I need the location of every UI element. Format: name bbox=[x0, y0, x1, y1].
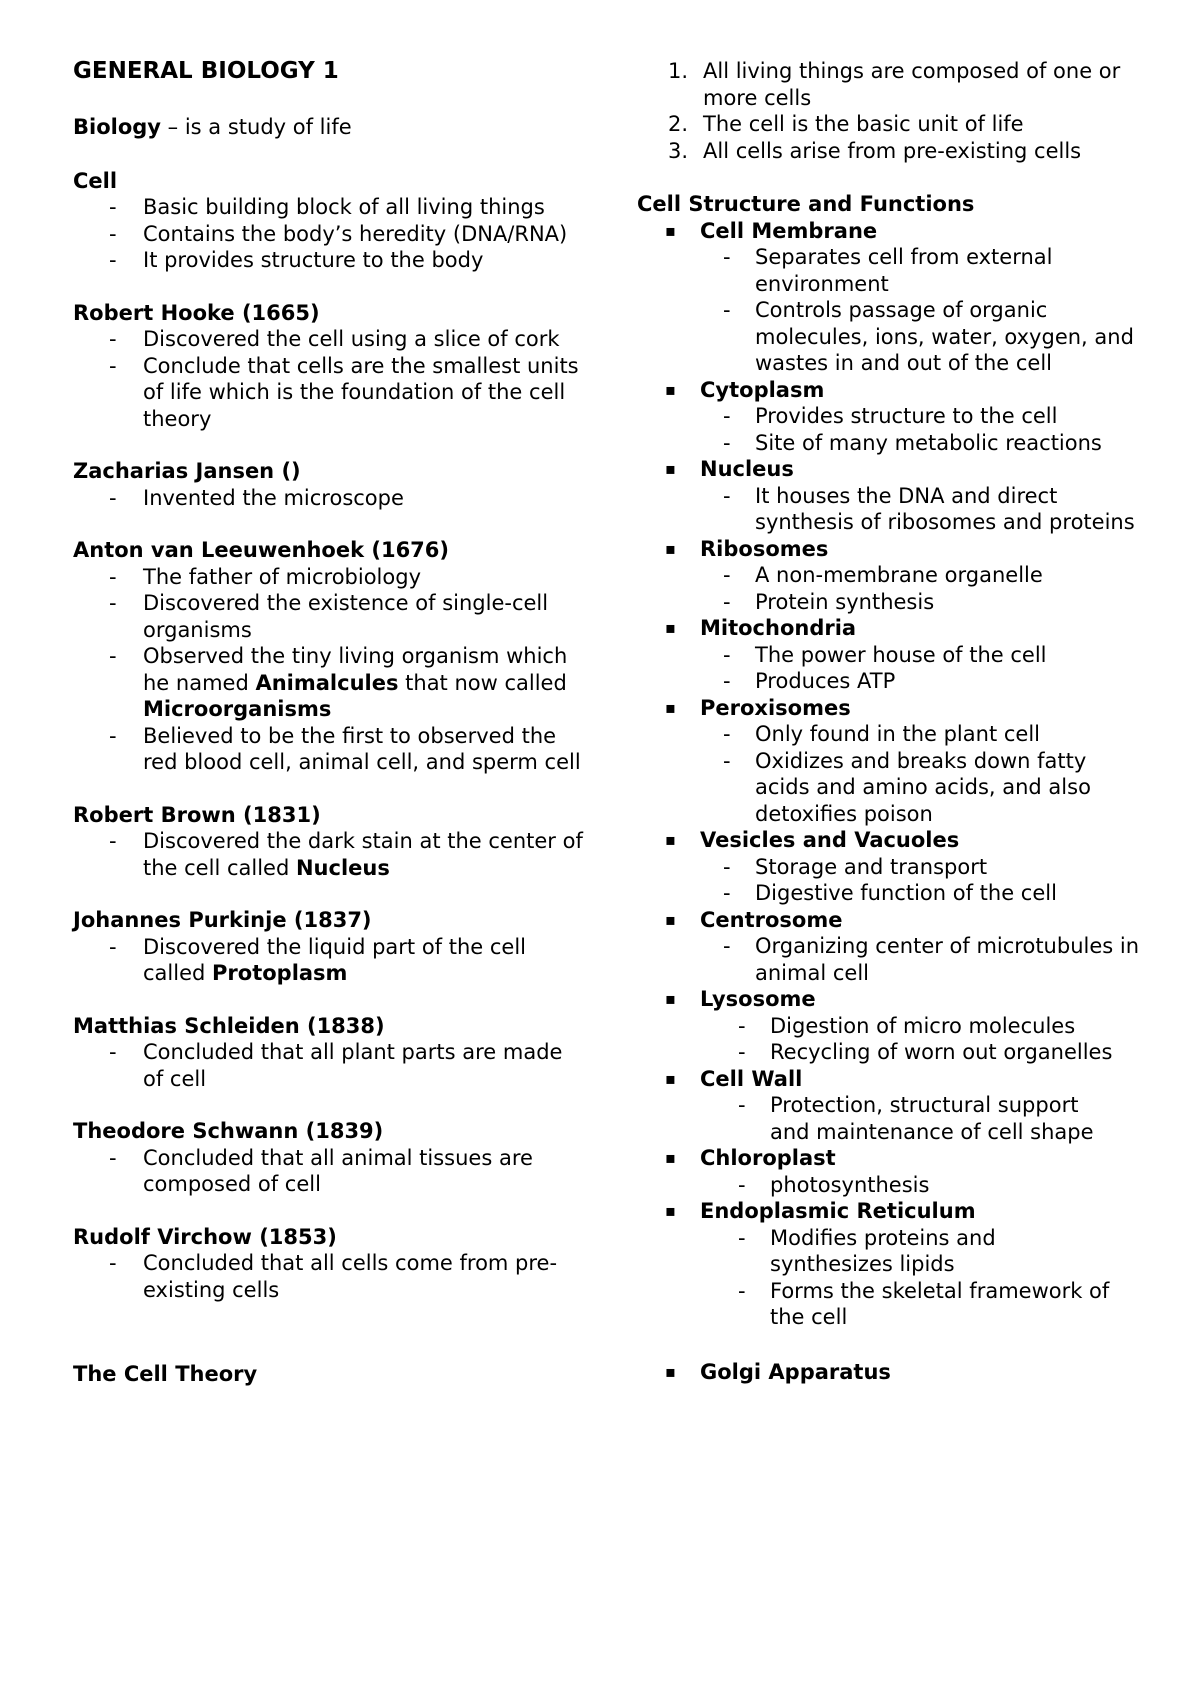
note-item bbox=[73, 564, 633, 591]
heading-the-cell-theory: The Cell Theory bbox=[73, 1362, 258, 1386]
note-text-bold: Protoplasm bbox=[212, 961, 348, 985]
note-item bbox=[637, 854, 1192, 881]
dash-marker: - bbox=[723, 722, 731, 746]
note-text: Protection, structural support and maintenance of cell shape bbox=[770, 1093, 1094, 1144]
anton-van-leeuwenhoek-points bbox=[73, 564, 633, 776]
organelle-name: Cell Wall bbox=[700, 1066, 803, 1091]
organelle-list bbox=[637, 218, 1192, 1386]
organelle-points bbox=[637, 721, 1192, 827]
left-column bbox=[73, 58, 633, 1388]
note-text: Concluded that all plant parts are made of cell bbox=[143, 1040, 563, 1091]
note-item bbox=[637, 1013, 1192, 1040]
note-item bbox=[637, 880, 1192, 907]
organelle-name: Mitochondria bbox=[700, 616, 857, 640]
note-text: Controls passage of organic molecules, ions, water, oxygen, and wastes in and out of the cell bbox=[755, 298, 1134, 375]
organelle-head bbox=[637, 1198, 1192, 1225]
dash-marker: - bbox=[723, 483, 731, 508]
heading-johannes-purkinje: Johannes Purkinje (1837) bbox=[73, 908, 372, 932]
heading-robert-brown: Robert Brown (1831) bbox=[73, 802, 321, 827]
note-item bbox=[637, 403, 1192, 430]
note-item bbox=[73, 1145, 633, 1198]
note-text: Contains the body’s heredity (DNA/RNA) bbox=[143, 221, 568, 246]
number-marker: 2. bbox=[668, 112, 689, 136]
section-robert-brown bbox=[73, 802, 633, 882]
heading-cell-structure-and-functions: Cell Structure and Functions bbox=[637, 192, 975, 216]
dash-marker: - bbox=[109, 829, 117, 853]
dash-marker: - bbox=[109, 1251, 117, 1275]
note-text: Provides structure to the cell bbox=[755, 404, 1058, 428]
note-text: Organizing center of microtubules in animal cell bbox=[755, 934, 1140, 985]
note-text: photosynthesis bbox=[770, 1172, 930, 1197]
robert-hooke-points bbox=[73, 326, 633, 432]
square-marker: ▪ bbox=[665, 220, 676, 240]
note-item bbox=[73, 643, 633, 723]
note-text: It provides structure to the body bbox=[143, 248, 484, 272]
matthias-schleiden-points bbox=[73, 1039, 633, 1092]
square-marker: ▪ bbox=[665, 459, 676, 478]
note-text: Discovered the existence of single-cell organisms bbox=[143, 591, 549, 642]
square-marker: ▪ bbox=[665, 1068, 676, 1088]
note-text bbox=[143, 934, 588, 987]
note-text: The power house of the cell bbox=[755, 642, 1047, 667]
dash-marker: - bbox=[723, 430, 731, 455]
dash-marker: - bbox=[109, 723, 117, 748]
dash-marker: - bbox=[723, 245, 731, 269]
organelle-cell-wall bbox=[637, 1066, 1192, 1146]
organelle-lysosome bbox=[637, 986, 1192, 1066]
note-text: Invented the microscope bbox=[143, 485, 404, 510]
square-marker: ▪ bbox=[665, 830, 676, 849]
dash-marker: - bbox=[109, 591, 117, 615]
organelle-points bbox=[637, 403, 1192, 456]
heading-anton-van-leeuwenhoek: Anton van Leeuwenhoek (1676) bbox=[73, 538, 450, 562]
dash-marker: - bbox=[723, 563, 731, 587]
number-marker: 1. bbox=[668, 59, 689, 83]
dash-marker: - bbox=[738, 1225, 746, 1250]
organelle-head bbox=[637, 1145, 1192, 1172]
square-marker: ▪ bbox=[665, 1361, 676, 1381]
square-marker: ▪ bbox=[665, 909, 676, 929]
cell-points bbox=[73, 194, 633, 274]
dash-marker: - bbox=[738, 1013, 746, 1038]
section-theodore-schwann bbox=[73, 1118, 633, 1198]
note-item bbox=[637, 933, 1192, 986]
note-item bbox=[73, 1039, 633, 1092]
organelle-cell-membrane bbox=[637, 218, 1192, 377]
numbered-item bbox=[637, 138, 1192, 165]
organelle-points bbox=[637, 642, 1192, 695]
note-item bbox=[73, 221, 633, 248]
organelle-name: Lysosome bbox=[700, 987, 816, 1011]
note-item bbox=[73, 934, 633, 987]
note-text: Modifies proteins and synthesizes lipids bbox=[770, 1225, 996, 1276]
note-text: Conclude that cells are the smallest units of life which is the foundation of the cell theory bbox=[143, 353, 579, 431]
organelle-points bbox=[637, 244, 1192, 377]
note-item bbox=[637, 483, 1192, 536]
heading-theodore-schwann: Theodore Schwann (1839) bbox=[73, 1119, 384, 1143]
dash-marker: - bbox=[109, 195, 117, 219]
organelle-head bbox=[637, 907, 1192, 934]
organelle-name: Nucleus bbox=[700, 457, 794, 481]
note-text: Discovered the cell using a slice of cork bbox=[143, 327, 560, 351]
number-marker: 3. bbox=[668, 138, 689, 163]
note-item bbox=[73, 1250, 633, 1303]
note-item bbox=[637, 1225, 1192, 1278]
dash-marker: - bbox=[723, 881, 731, 905]
theodore-schwann-points bbox=[73, 1145, 633, 1198]
note-text: Site of many metabolic reactions bbox=[755, 430, 1102, 455]
square-marker: ▪ bbox=[665, 989, 676, 1008]
right-column bbox=[637, 58, 1192, 1385]
numbered-item bbox=[637, 111, 1192, 138]
note-text: Forms the skeletal framework of the cell bbox=[770, 1278, 1110, 1329]
organelle-vesicles-and-vacuoles bbox=[637, 827, 1192, 907]
note-item bbox=[637, 721, 1192, 748]
dash-marker: - bbox=[723, 589, 731, 614]
section-matthias-schleiden bbox=[73, 1013, 633, 1093]
organelle-head bbox=[637, 615, 1192, 642]
organelle-head bbox=[637, 377, 1192, 404]
note-item bbox=[637, 1278, 1192, 1331]
square-marker: ▪ bbox=[665, 697, 676, 717]
note-text: A non-membrane organelle bbox=[755, 563, 1043, 587]
note-text-part: Discovered the dark stain at the center of the cell called bbox=[143, 829, 583, 880]
note-item bbox=[73, 194, 633, 221]
square-marker: ▪ bbox=[665, 538, 676, 558]
note-item bbox=[637, 244, 1192, 297]
note-item bbox=[73, 326, 633, 353]
organelle-points bbox=[637, 854, 1192, 907]
rudolf-virchow-points bbox=[73, 1250, 633, 1303]
note-text: It houses the DNA and direct synthesis of ribosomes and proteins bbox=[755, 483, 1135, 534]
note-text: Concluded that all animal tissues are composed of cell bbox=[143, 1145, 533, 1196]
dash-marker: - bbox=[723, 642, 731, 667]
dash-marker: - bbox=[109, 1040, 117, 1064]
organelle-points bbox=[637, 1172, 1192, 1199]
note-text: Basic building block of all living things bbox=[143, 195, 545, 219]
note-text-part: Observed the tiny living organism which he named bbox=[143, 644, 568, 695]
note-item bbox=[637, 642, 1192, 669]
organelle-points bbox=[637, 483, 1192, 536]
dash-marker: - bbox=[109, 221, 117, 246]
organelle-head bbox=[637, 1359, 1192, 1386]
dash-marker: - bbox=[738, 1278, 746, 1303]
note-text-bold: Nucleus bbox=[295, 855, 390, 880]
organelle-head bbox=[637, 536, 1192, 563]
note-text: Digestion of micro molecules bbox=[770, 1013, 1076, 1038]
numbered-item bbox=[637, 58, 1192, 111]
organelle-peroxisomes bbox=[637, 695, 1192, 828]
dash-marker: - bbox=[738, 1040, 746, 1064]
organelle-chloroplast bbox=[637, 1145, 1192, 1198]
dash-marker: - bbox=[109, 1145, 117, 1170]
heading-zacharias-jansen: Zacharias Jansen () bbox=[73, 459, 301, 483]
section-cell bbox=[73, 168, 633, 274]
organelle-head bbox=[637, 1066, 1192, 1093]
organelle-points bbox=[637, 1013, 1192, 1066]
note-text-part: that now called bbox=[398, 670, 567, 695]
note-text: The cell is the basic unit of life bbox=[703, 112, 1024, 136]
organelle-centrosome bbox=[637, 907, 1192, 987]
note-item bbox=[73, 828, 633, 881]
dash-marker: - bbox=[738, 1172, 746, 1197]
note-text: Digestive function of the cell bbox=[755, 881, 1057, 905]
organelle-head bbox=[637, 695, 1192, 722]
heading-matthias-schleiden: Matthias Schleiden (1838) bbox=[73, 1013, 385, 1038]
organelle-head bbox=[637, 986, 1192, 1013]
note-item bbox=[73, 247, 633, 274]
dash-marker: - bbox=[723, 404, 731, 428]
note-text: Produces ATP bbox=[755, 669, 896, 693]
dash-marker: - bbox=[109, 248, 117, 272]
organelle-ribosomes bbox=[637, 536, 1192, 616]
note-item bbox=[637, 748, 1192, 828]
note-item bbox=[637, 562, 1192, 589]
organelle-name: Peroxisomes bbox=[700, 695, 851, 720]
note-text: All living things are composed of one or more cells bbox=[703, 59, 1121, 110]
dash-marker: - bbox=[109, 353, 117, 378]
note-text: Recycling of worn out organelles bbox=[770, 1040, 1113, 1064]
note-text: All cells arise from pre-existing cells bbox=[703, 138, 1082, 163]
organelle-head bbox=[637, 827, 1192, 854]
heading-robert-hooke: Robert Hooke (1665) bbox=[73, 300, 320, 325]
note-item bbox=[73, 723, 633, 776]
square-marker: ▪ bbox=[665, 379, 676, 399]
section-zacharias-jansen bbox=[73, 458, 633, 511]
note-text: Concluded that all cells come from pre-existing cells bbox=[143, 1251, 558, 1302]
dash-marker: - bbox=[723, 298, 731, 322]
note-item bbox=[73, 590, 633, 643]
organelle-head bbox=[637, 218, 1192, 245]
organelle-name: Ribosomes bbox=[700, 536, 829, 561]
note-text: Oxidizes and breaks down fatty acids and amino acids, and also detoxifies poison bbox=[755, 748, 1091, 826]
note-item bbox=[637, 1172, 1192, 1199]
dash-marker: - bbox=[109, 564, 117, 589]
note-text: Protein synthesis bbox=[755, 589, 935, 614]
organelle-endoplasmic-reticulum bbox=[637, 1198, 1192, 1331]
note-item bbox=[637, 668, 1192, 695]
note-item bbox=[637, 1039, 1192, 1066]
zacharias-jansen-points bbox=[73, 485, 633, 512]
note-item bbox=[73, 485, 633, 512]
note-text: The father of microbiology bbox=[143, 564, 421, 589]
heading-rudolf-virchow: Rudolf Virchow (1853) bbox=[73, 1224, 337, 1249]
section-anton-van-leeuwenhoek bbox=[73, 537, 633, 776]
dash-marker: - bbox=[109, 644, 117, 668]
organelle-points bbox=[637, 933, 1192, 986]
johannes-purkinje-points bbox=[73, 934, 633, 987]
organelle-points bbox=[637, 1092, 1192, 1145]
dash-marker: - bbox=[723, 854, 731, 879]
organelle-cytoplasm bbox=[637, 377, 1192, 457]
note-text-part: Discovered the liquid part of the cell called bbox=[143, 934, 527, 985]
intro-text: – is a study of life bbox=[160, 115, 352, 139]
note-text: Separates cell from external environment bbox=[755, 245, 1053, 296]
cell-theory-list bbox=[637, 58, 1192, 164]
page-title: GENERAL BIOLOGY 1 bbox=[73, 58, 339, 84]
note-item bbox=[637, 297, 1192, 377]
note-text: Storage and transport bbox=[755, 854, 988, 879]
organelle-name: Centrosome bbox=[700, 907, 843, 932]
organelle-mitochondria bbox=[637, 615, 1192, 695]
note-item bbox=[637, 430, 1192, 457]
section-rudolf-virchow bbox=[73, 1224, 633, 1304]
note-text: Believed to be the first to observed the red blood cell, animal cell, and sperm cell bbox=[143, 723, 581, 774]
square-marker: ▪ bbox=[665, 618, 676, 637]
square-marker: ▪ bbox=[665, 1201, 676, 1220]
organelle-name: Chloroplast bbox=[700, 1146, 836, 1170]
organelle-nucleus bbox=[637, 456, 1192, 536]
note-item bbox=[637, 589, 1192, 616]
organelle-head bbox=[637, 456, 1192, 483]
dash-marker: - bbox=[723, 669, 731, 693]
organelle-points bbox=[637, 1225, 1192, 1331]
organelle-name: Cell Membrane bbox=[700, 218, 878, 243]
organelle-name: Cytoplasm bbox=[700, 377, 825, 402]
robert-brown-points bbox=[73, 828, 633, 881]
dash-marker: - bbox=[723, 748, 731, 773]
note-text bbox=[143, 643, 588, 723]
dash-marker: - bbox=[109, 485, 117, 510]
square-marker: ▪ bbox=[665, 1148, 676, 1167]
note-item bbox=[637, 1092, 1192, 1145]
note-item bbox=[73, 353, 633, 433]
note-text-bold: Microorganisms bbox=[143, 697, 332, 721]
note-text: Only found in the plant cell bbox=[755, 722, 1040, 746]
note-text bbox=[143, 828, 588, 881]
organelle-golgi-apparatus bbox=[637, 1359, 1192, 1386]
note-text-bold: Animalcules bbox=[255, 670, 399, 695]
dash-marker: - bbox=[109, 934, 117, 959]
organelle-name: Vesicles and Vacuoles bbox=[700, 828, 960, 852]
heading-cell: Cell bbox=[73, 168, 118, 193]
intro-term: Biology bbox=[73, 115, 161, 139]
section-robert-hooke bbox=[73, 300, 633, 433]
intro-line bbox=[73, 114, 633, 141]
dash-marker: - bbox=[738, 1093, 746, 1117]
organelle-name: Endoplasmic Reticulum bbox=[700, 1199, 976, 1223]
organelle-name: Golgi Apparatus bbox=[700, 1359, 891, 1384]
dash-marker: - bbox=[723, 934, 731, 958]
organelle-points bbox=[637, 562, 1192, 615]
dash-marker: - bbox=[109, 327, 117, 351]
section-johannes-purkinje bbox=[73, 907, 633, 987]
